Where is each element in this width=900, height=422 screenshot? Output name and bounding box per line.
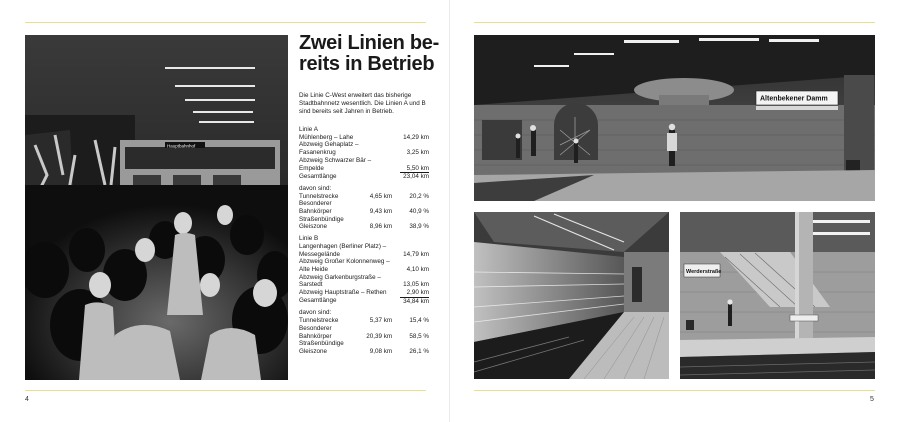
station-platform-photo-altenbekener-damm xyxy=(474,35,875,201)
table-row: Bahnkörper 20,39 km 58,5 % xyxy=(299,332,429,340)
train-motion-photo xyxy=(474,212,669,379)
page-number-left: 4 xyxy=(25,396,29,403)
table-row: Besonderer xyxy=(299,324,332,332)
table-row: Abzweig Garkenburgstraße – xyxy=(299,273,381,281)
line-b-breakdown-label: davon sind: xyxy=(299,309,332,317)
right-page xyxy=(450,0,900,422)
page-number-right: 5 xyxy=(870,396,874,403)
line-a-title-row: Linie A xyxy=(299,126,318,133)
top-accent-rule xyxy=(474,22,875,23)
table-row: Tunnelstrecke 5,37 km 15,4 % xyxy=(299,317,429,325)
table-row: Bahnkörper 9,43 km 40,9 % xyxy=(299,208,429,216)
station-platform-photo-werderstrasse xyxy=(680,212,875,379)
table-row: Abzweig Gehaplatz – xyxy=(299,141,359,149)
table-row: Alte Heide 4,10 km xyxy=(299,265,429,273)
table-row: Straßenbündige xyxy=(299,215,344,223)
line-a-breakdown-label: davon sind: xyxy=(299,184,332,192)
crowd-platform-photo xyxy=(25,35,288,380)
table-row: Abzweig Schwarzer Bär – xyxy=(299,156,372,164)
bottom-accent-rule xyxy=(25,390,426,391)
train-destination-sign: Hauptbahnhof xyxy=(167,143,196,149)
table-row: Abzweig Hauptstraße – Rethen 2,90 km xyxy=(299,289,429,297)
table-row: Gleiszone 8,96 km 38,9 % xyxy=(299,223,429,231)
table-row: Messegelände 14,79 km xyxy=(299,250,429,258)
table-row: Sarstedt 13,05 km xyxy=(299,281,429,289)
table-row: Gleiszone 9,08 km 26,1 % xyxy=(299,347,429,355)
table-row: Straßenbündige xyxy=(299,340,344,348)
station-sign-altenbekener-damm: Altenbekener Damm xyxy=(760,95,828,103)
intro-paragraph: Die Linie C-West erweitert das bisherige Stadtbahnnetz wesentlich. Die Linien A und B sind bereits seit Jahren in Betrieb. xyxy=(299,92,426,116)
line-statistics-table xyxy=(299,126,429,356)
bottom-accent-rule xyxy=(474,390,875,391)
table-row: Besonderer xyxy=(299,200,332,208)
table-row: Mühlenberg – Lahe 14,29 km xyxy=(299,133,429,141)
table-row: Tunnelstrecke 4,65 km 20,2 % xyxy=(299,192,429,200)
line-b-title-row: Linie B xyxy=(299,235,319,243)
table-row: Langenhagen (Berliner Platz) – xyxy=(299,242,387,250)
table-row: Abzweig Großer Kolonnenweg – xyxy=(299,258,390,266)
table-row: Empelde 5,50 km xyxy=(299,164,429,172)
top-accent-rule xyxy=(25,22,426,23)
page-heading: Zwei Linien be- reits in Betrieb xyxy=(299,32,439,75)
station-sign-werderstrasse: Werderstraße xyxy=(686,269,722,275)
line-a-total-row: Gesamtlänge 23,04 km xyxy=(299,172,429,181)
table-row: Fasanenkrug 3,25 km xyxy=(299,149,429,157)
line-b-total-row: Gesamtlänge 34,84 km xyxy=(299,297,429,305)
